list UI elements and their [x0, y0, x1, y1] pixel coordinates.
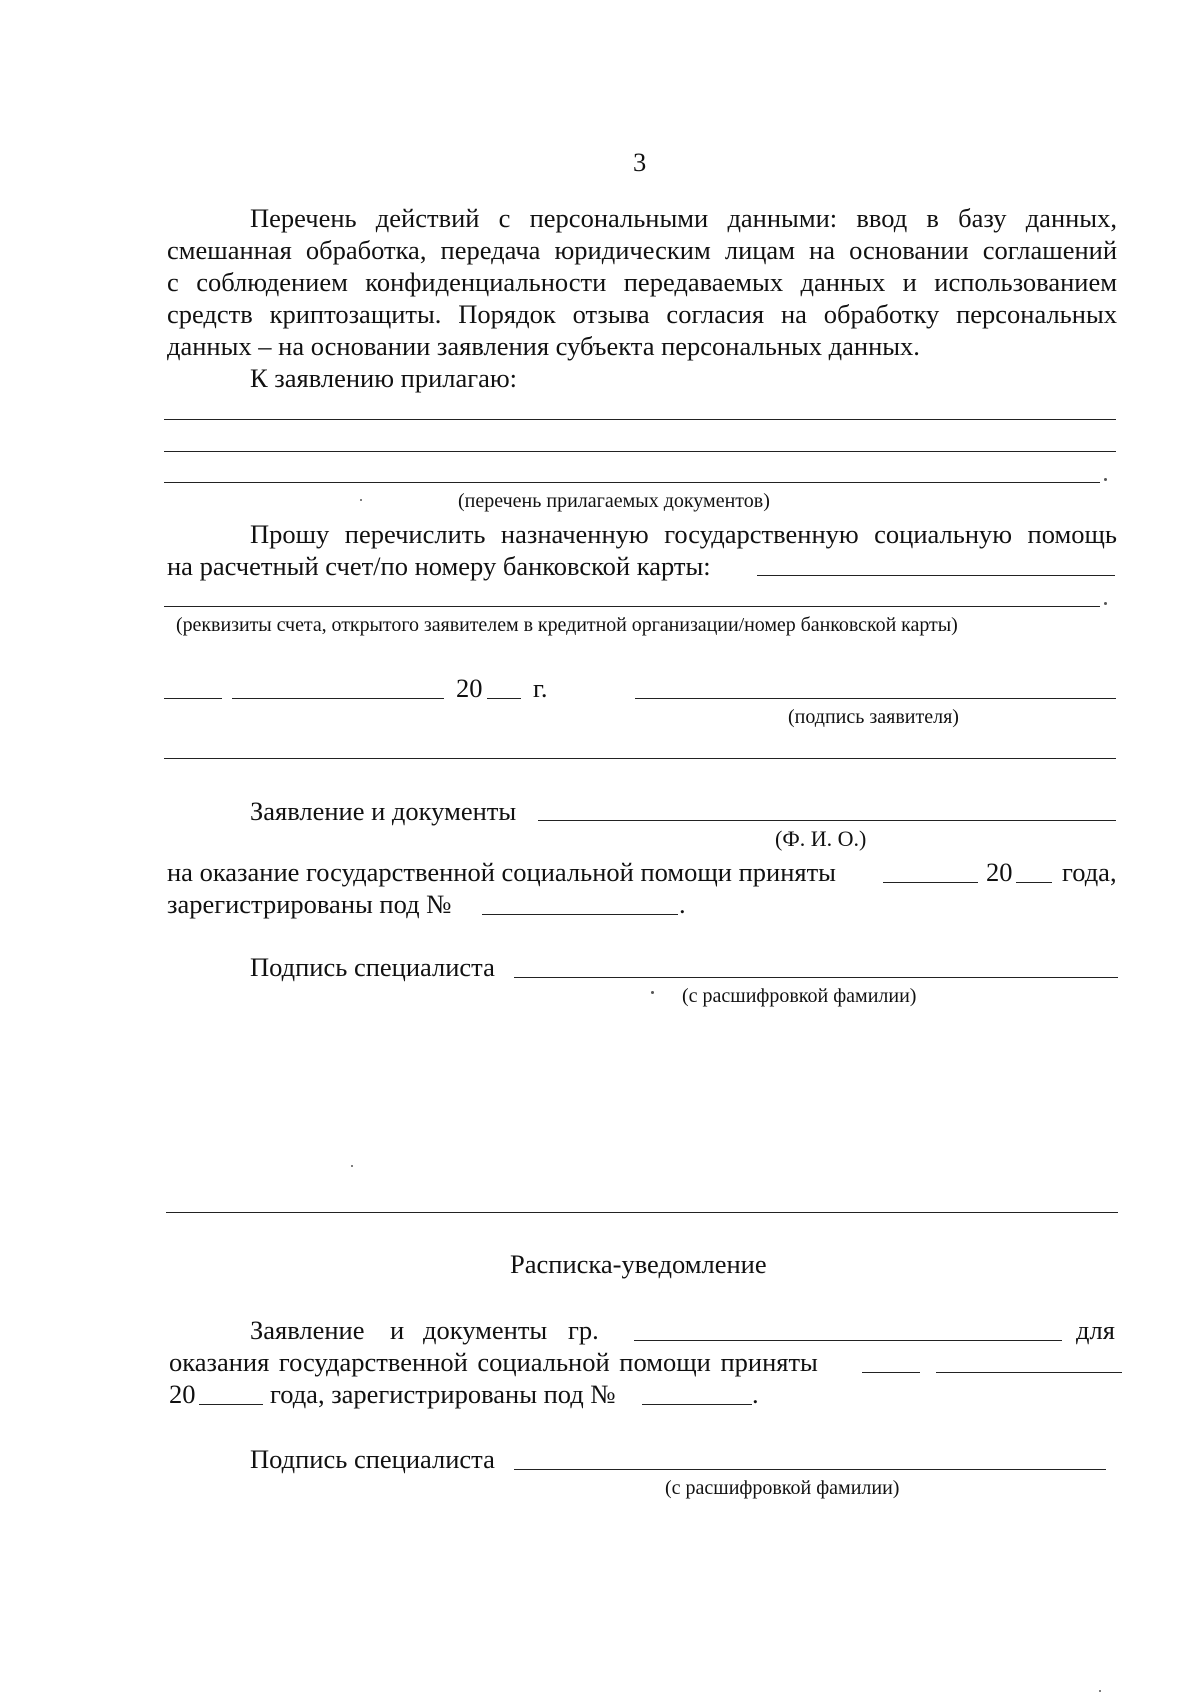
receipt-signature-caption: (с расшифровкой фамилии) — [665, 1477, 900, 1499]
specialist-signature-caption: (с расшифровкой фамилии) — [682, 985, 917, 1007]
date-month-field[interactable] — [232, 698, 444, 699]
acceptance-registered-label: зарегистрированы под № — [167, 889, 452, 919]
attachments-label: К заявлению прилагаю: — [250, 363, 518, 393]
receipt-name-field[interactable] — [634, 1340, 1062, 1341]
attachments-line-1[interactable] — [164, 419, 1116, 420]
receipt-signature-label: Подпись специалиста — [250, 1444, 495, 1474]
scan-speck — [360, 499, 362, 501]
acceptance-year-prefix: 20 — [986, 857, 1013, 887]
receipt-reg-number-field[interactable] — [642, 1404, 752, 1405]
date-year-prefix: 20 — [456, 673, 483, 703]
acceptance-label: Заявление и документы — [250, 796, 517, 826]
acceptance-fio-field[interactable] — [538, 820, 1116, 821]
date-day-field[interactable] — [164, 698, 222, 699]
date-year-suffix: г. — [533, 673, 548, 703]
payment-line-1: Прошу перечислить назначенную государственную социальную помощь — [250, 519, 1117, 549]
attachments-caption: (перечень прилагаемых документов) — [458, 490, 770, 512]
cut-line — [166, 1212, 1118, 1213]
acceptance-year-suffix: года, — [1062, 857, 1117, 887]
receipt-month-field[interactable] — [936, 1372, 1122, 1373]
receipt-word-1: Заявление — [250, 1315, 365, 1345]
account-number-field-2[interactable] — [164, 606, 1100, 607]
receipt-word-3: документы — [423, 1315, 548, 1345]
receipt-year-prefix: 20 — [169, 1379, 196, 1409]
receipt-signature-field[interactable] — [514, 1469, 1106, 1470]
receipt-line-2: оказания государственной социальной помощи приняты — [169, 1347, 818, 1377]
account-number-field[interactable] — [757, 575, 1115, 576]
attachments-line-2[interactable] — [164, 451, 1116, 452]
specialist-signature-label: Подпись специалиста — [250, 952, 495, 982]
receipt-year-field[interactable] — [199, 1404, 263, 1405]
scan-speck — [1099, 1690, 1101, 1692]
separator-line-1 — [164, 758, 1116, 759]
receipt-title: Расписка-уведомление — [510, 1249, 767, 1279]
receipt-day-field[interactable] — [862, 1372, 920, 1373]
consent-line-1: Перечень действий с персональными данными: ввод в базу данных, — [250, 203, 1117, 233]
scan-speck — [351, 1165, 353, 1167]
acceptance-reg-number-field[interactable] — [482, 914, 678, 915]
receipt-line-3: года, зарегистрированы под № — [270, 1379, 616, 1409]
consent-line-2: смешанная обработка, передача юридическим лицам на основании соглашений — [167, 235, 1117, 265]
date-year-field[interactable] — [487, 698, 521, 699]
receipt-word-4: гр. — [568, 1315, 599, 1345]
consent-line-3: с соблюдением конфиденциальности передаваемых данных и использованием — [167, 267, 1117, 297]
receipt-period: . — [752, 1379, 759, 1409]
acceptance-line-2: на оказание государственной социальной помощи приняты — [167, 857, 836, 887]
applicant-signature-caption: (подпись заявителя) — [788, 706, 959, 728]
scan-speck — [651, 991, 654, 994]
page-number: 3 — [633, 147, 647, 177]
receipt-word-5: для — [1076, 1315, 1115, 1345]
specialist-signature-field[interactable] — [514, 977, 1118, 978]
attachments-line-3[interactable] — [164, 482, 1100, 483]
acceptance-date-field[interactable] — [883, 882, 978, 883]
attachments-line-3-period — [1104, 478, 1107, 481]
consent-line-4: средств криптозащиты. Порядок отзыва согласия на обработку персональных — [167, 299, 1117, 329]
account-line-period — [1104, 602, 1107, 605]
applicant-signature-field[interactable] — [635, 698, 1116, 699]
acceptance-year-field[interactable] — [1016, 882, 1052, 883]
acceptance-period: . — [679, 889, 686, 919]
consent-line-5: данных – на основании заявления субъекта персональных данных. — [167, 331, 920, 361]
payment-caption: (реквизиты счета, открытого заявителем в кредитной организации/номер банковской карты) — [176, 614, 958, 636]
acceptance-fio-caption: (Ф. И. О.) — [775, 826, 867, 851]
payment-line-2: на расчетный счет/по номеру банковской карты: — [167, 551, 711, 581]
receipt-word-2: и — [390, 1315, 405, 1345]
